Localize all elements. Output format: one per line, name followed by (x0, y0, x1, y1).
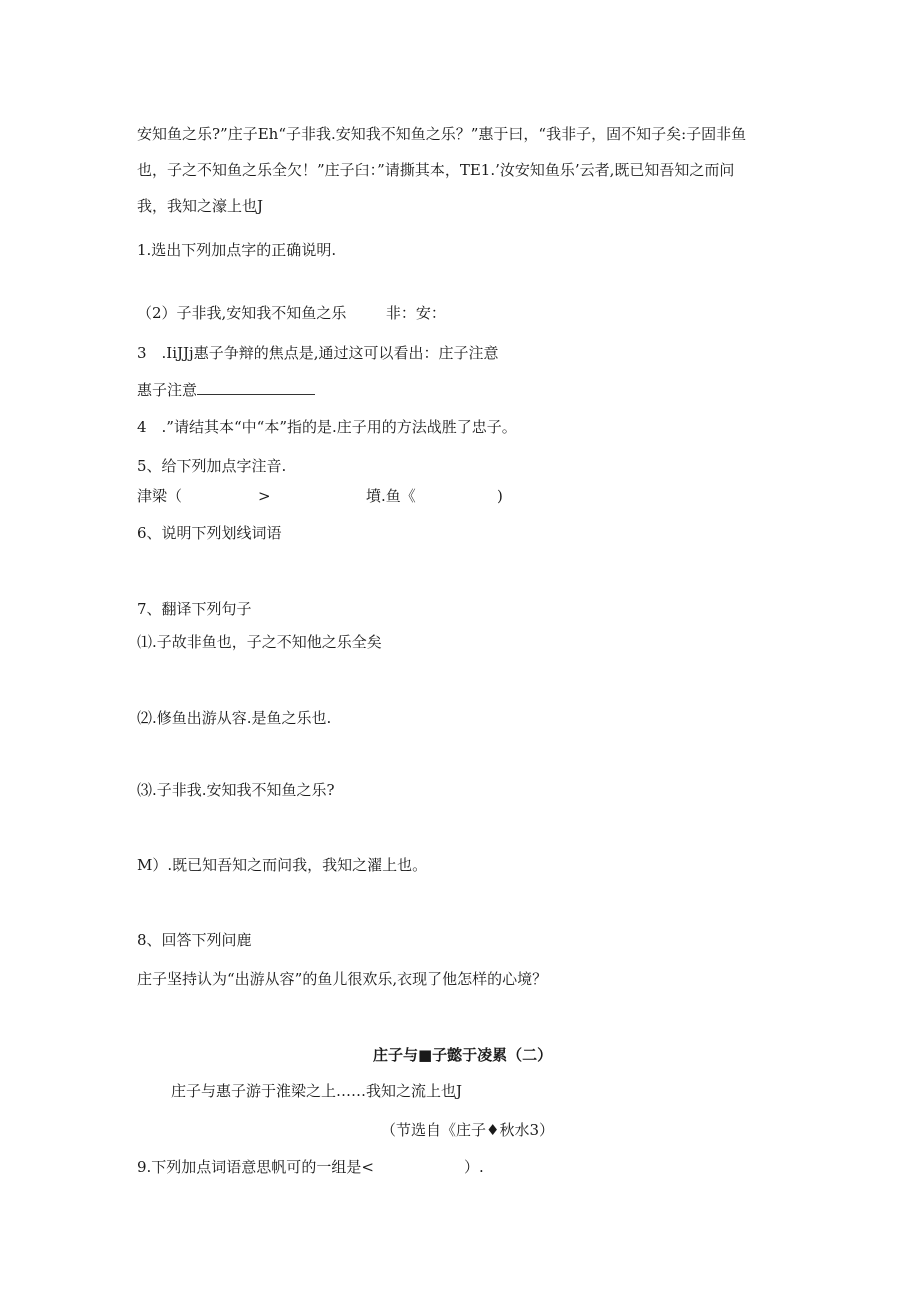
question-5-item-1-close: > (258, 487, 271, 505)
question-1-sub-2-text: （2）子非我,安知我不知鱼之乐 (137, 304, 347, 322)
question-9: 9.下列加点词语意思帆可的一组是< (137, 1158, 374, 1176)
question-1-sub-2 (137, 303, 446, 323)
question-9-close: ）. (464, 1158, 484, 1176)
question-5-item-1-label: 津梁（ (137, 487, 183, 505)
section-excerpt: 庄子与惠子游于淮梁之上……我知之流上也J (171, 1082, 463, 1100)
passage-line-2: 也，子之不知鱼之乐全欠！”庄子臼：”请撕其本，TE1.’汝安知鱼乐’云者,既已知吾知之而问 (137, 161, 735, 179)
section-title: 庄子与■子懿于凌累（二） (373, 1046, 553, 1064)
question-5: 5、给下列加点字注音. (137, 457, 287, 475)
question-8: 8、回答下列问鹿 (137, 931, 252, 949)
question-5-item-2-close: ) (497, 487, 503, 505)
passage-line-3: 我，我知之濠上也J (137, 197, 264, 215)
question-3: 3 .IiJJj惠子争辩的焦点是,通过这可以看出：庄子注意 (137, 344, 499, 362)
question-1-sub-2-answer: 非：安： (385, 304, 446, 322)
question-4: 4 .”请结其本“中“本”指的是.庄子用的方法战胜了忠子。 (137, 418, 517, 436)
question-8-question: 庄子坚持认为“出游从容”的鱼儿很欢乐,衣现了他怎样的心境？ (137, 970, 548, 988)
question-7-sentence-3: ⑶.子非我.安知我不知鱼之乐? (137, 781, 335, 799)
question-3-line-2-text: 惠子注意 (137, 381, 198, 399)
question-7-sentence-1: ⑴.子故非鱼也，子之不知他之乐全矣 (137, 633, 382, 651)
question-7-sentence-2: ⑵.修鱼出游从容.是鱼之乐也. (137, 709, 332, 727)
question-6: 6、说明下列划线词语 (137, 524, 282, 542)
question-3-line-2 (137, 380, 315, 400)
question-7: 7、翻译下列句子 (137, 600, 252, 618)
question-1: 1.选出下列加点字的正确说明. (137, 241, 337, 259)
question-5-item-2: 墳.鱼《 (366, 487, 416, 505)
section-source: （节选自《庄子♦秋水3） (381, 1121, 554, 1139)
question-7-sentence-4: M）.既已知吾知之而问我，我知之濯上也。 (137, 856, 428, 874)
question-5-item-1 (137, 486, 182, 506)
passage-line-1: 安知鱼之乐?”庄子Eh“子非我.安知我不知鱼之乐？”惠于曰，“我非子，固不知子矣:子固非鱼 (137, 125, 747, 143)
answer-blank[interactable] (197, 380, 315, 395)
